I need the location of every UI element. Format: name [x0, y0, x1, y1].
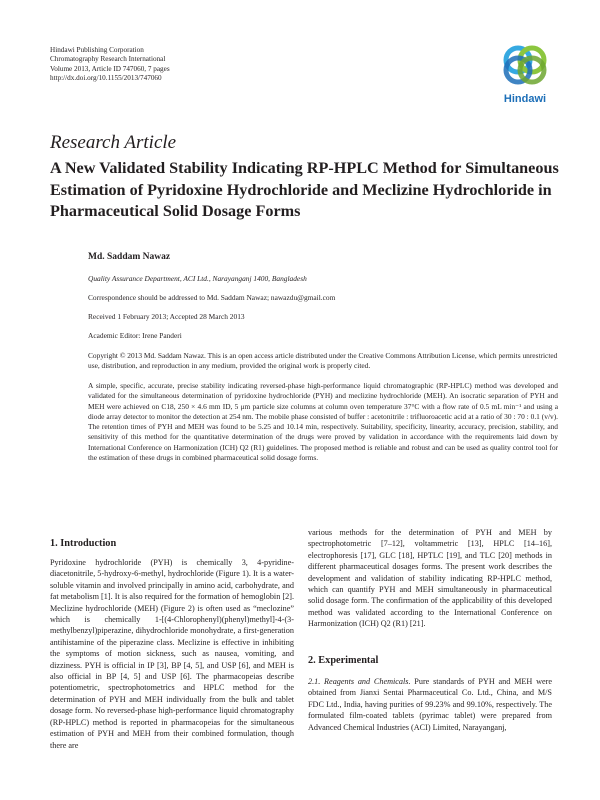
correspondence: Correspondence should be addressed to Md. Saddam Nawaz; nawazdu@gmail.com — [88, 293, 336, 302]
introduction-text-left: Pyridoxine hydrochloride (PYH) is chemically 3, 4-pyridine-diacetonitrile, 5-hydroxy-6-methyl, hydrochloride (Figure 1). It is a water-soluble vitamin and involved principally in amino acid, carbohydrate, and fat metabolism [1]. It is also required for the formation of hemoglobin [2]. Meclizine hydrochloride (MEH) (Figure 2) is often used as “meclozine” which is chemically 1-[(4-Chlorophenyl)(phenyl)methyl]-4-(3-methylbenzyl)piperazine, dihydrochloride monohydrate, a first-generation antihistamine of the piperazine class. Meclizine is effective in inhibiting the symptoms of motion sickness, such as nausea, vomiting, and dizziness. PYH is official in IP [3], BP [4, 5], and USP [6], and MEH is also official in BP [4, 5] and USP [6]. The pharmacopeias describe potentiometric, spectrophotometrics and HPLC method for the determination of PYH and MEH individually from the bulk and tablet dosage form. No reversed-phase high-performance liquid chromatography (RP-HPLC) method is reported in pharmacopeias for the simultaneous estimation of PYH and MEH from their combined formulation, though there are — [50, 558, 294, 750]
journal-line: Chromatography Research International — [50, 55, 166, 64]
affiliation: Quality Assurance Department, ACI Ltd., Narayanganj 1400, Bangladesh — [88, 274, 307, 283]
copyright-notice: Copyright © 2013 Md. Saddam Nawaz. This is an open access article distributed under the Creative Commons Attribution License, which permits unrestricted use, distribution, and reproduction in any medium, provided the original work is properly cited. — [88, 351, 558, 370]
experimental-text: Pure standards of PYH and MEH were obtained from Jianxi Sentai Pharmaceutical Co. Ltd., China, and M/S FDC Ltd., India, having purities of 99.23% and 99.10%, respectively. The formulated film-coated tablets (pyrimac tablet) were prepared from Advanced Chemical Industries (ACI) Limited, Narayanganj, — [308, 677, 552, 732]
section-heading-introduction: 1. Introduction — [50, 538, 117, 549]
academic-editor: Academic Editor: Irene Panderi — [88, 331, 182, 340]
journal-header — [50, 46, 170, 83]
abstract: A simple, specific, accurate, precise stability indicating reversed-phase high-performance liquid chromatographic (RP-HPLC) method was developed and validated for the simultaneous determination of pyridoxine hydrochloride (PYH) and meclizine hydrochloride (MEH). An isocratic separation of PYH and MEH were achieved on C18, 250 × 4.6 mm ID, 5 μm particle size columns at column oven temperature 37°C with a flow rate of 0.5 mL min⁻¹ and using a diode array detector to monitor the detection at 254 nm. The mobile phase consisted of buffer : acetonitrile : trifluoroacetic acid at a ratio of 30 : 70 : 0.1 (v/v). The retention times of PYH and MEH was found to be 5.25 and 10.14 min, respectively. Suitability, specificity, linearity, accuracy, precision, stability, and sensitivity of this method for the quantitative determination of the drugs were proved by validation in accordance with the requirements laid down by International Conference on Harmonization (ICH) Q2 (R1) guidelines. The proposed method is reliable and robust and can be used as quality control tool for the estimation of these drugs in combined pharmaceutical solid dosage forms. — [88, 381, 558, 463]
article-title: A New Validated Stability Indicating RP-HPLC Method for Simultaneous Estimation of Pyridoxine Hydrochloride and Meclizine Hydrochloride in Pharmaceutical Solid Dosage Forms — [50, 159, 559, 220]
introduction-text-right: various methods for the determination of PYH and MEH by spectrophotometric [7–12], voltammetric [13], HPLC [14–16], electrophoresis [17], GLC [18], HPTLC [19], and TLC [20] methods in different pharmaceutical dosages forms. The present work describes the development and validation of stability indicating RP-HPLC method, which can quantify PYH and MEH simultaneously in pharmaceutical solid dosage form. The confirmation of the applicability of this developed method was validated according to the International Conference on Harmonization (ICH) Q2 (R1) [21]. — [308, 528, 552, 629]
section-heading-experimental: 2. Experimental — [308, 655, 379, 666]
author-name: Md. Saddam Nawaz — [88, 252, 171, 262]
volume-line: Volume 2013, Article ID 747060, 7 pages — [50, 64, 170, 73]
subsection-heading: 2.1. Reagents and Chemicals. — [308, 677, 411, 686]
doi-link[interactable]: http://dx.doi.org/10.1155/2013/747060 — [50, 73, 162, 82]
received-dates: Received 1 February 2013; Accepted 28 March 2013 — [88, 312, 245, 321]
hindawi-logo-text: Hindawi — [503, 93, 547, 105]
article-type: Research Article — [50, 132, 177, 153]
hindawi-logo-icon — [499, 43, 551, 87]
publisher-line: Hindawi Publishing Corporation — [50, 46, 144, 54]
hindawi-logo[interactable] — [499, 43, 551, 103]
experimental-paragraph — [308, 676, 552, 733]
